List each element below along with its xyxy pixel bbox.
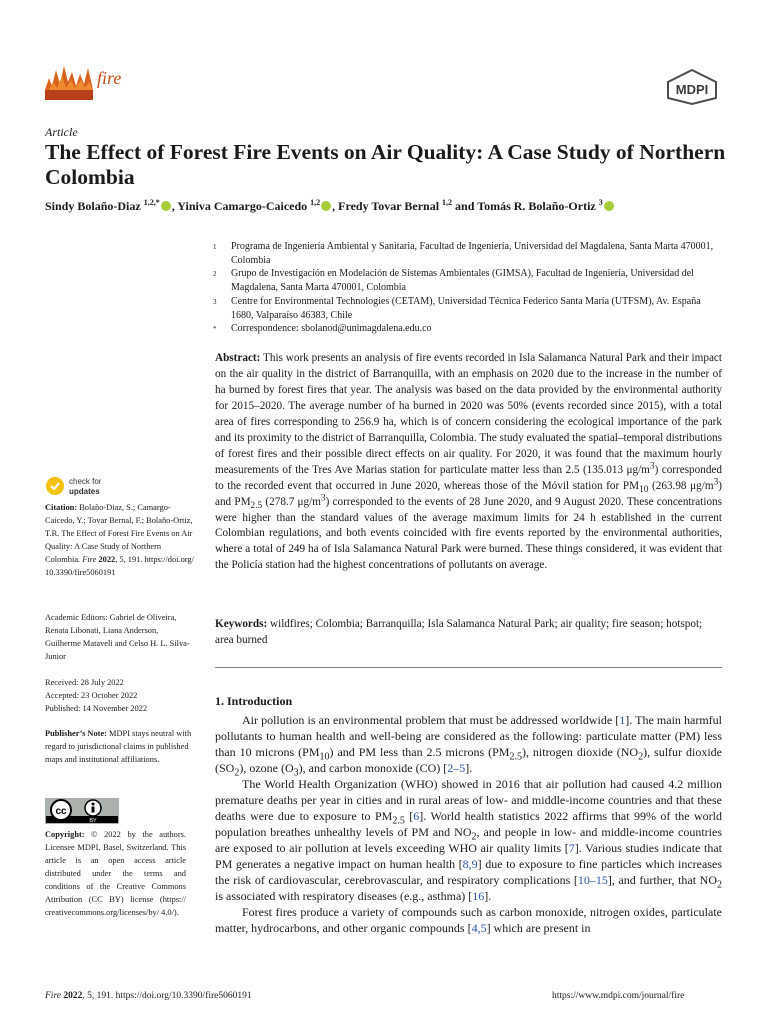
check-for-updates-button[interactable]: [45, 475, 165, 497]
text: , and people in low- and middle-income countries are exposed to air pollution at levels exceeding WHO air quality limits [: [215, 825, 722, 855]
abstract-label: Abstract:: [215, 352, 261, 364]
subscript: 2.5: [509, 751, 522, 763]
abstract-text: ) and PM: [215, 479, 722, 508]
text: ), and carbon monoxide (CO) [: [298, 761, 448, 775]
academic-editors: Academic Editors: Gabriel de Oliveira, Renata Libonati, Liana Anderson, Guilherme Mataveli and Celso H. L. Silva-Junior: [45, 613, 190, 661]
citation-link[interactable]: 2–5: [447, 761, 466, 775]
paragraph: [215, 904, 722, 936]
affiliation-mark: 3: [213, 297, 217, 306]
divider: [215, 667, 722, 668]
abstract-text: (263.98 μg/m: [648, 479, 714, 492]
subscript: 3: [293, 767, 299, 779]
affiliation-mark: *: [213, 325, 217, 334]
affiliation-item: [213, 267, 723, 294]
mdpi-logo-text: MDPI: [675, 82, 709, 97]
subscript: 2.5: [392, 815, 405, 827]
article-title: The Effect of Forest Fire Events on Air Quality: A Case Study of Northern Colombia: [45, 140, 726, 189]
citation-journal: Fire: [82, 555, 97, 564]
orcid-icon[interactable]: [321, 201, 331, 211]
correspondence: [213, 322, 723, 337]
text: ) and PM less than 2.5 microns (PM: [329, 745, 510, 759]
footer-year: 2022: [61, 991, 83, 1001]
cc-by-license-icon[interactable]: [45, 798, 119, 824]
affiliations: [213, 240, 723, 337]
text: ] due to exposure to fine particles which increases the risk of cardiovascular, cerebrovascular, and respiratory complications [: [215, 857, 722, 887]
citation-doi[interactable]: , 5, 191. https://doi.org/ 10.3390/fire5060191: [45, 555, 194, 577]
affiliation-text: Programa de Ingeniería Ambiental y Sanitaria, Facultad de Ingeniería, Universidad del Magdalena, Santa Marta 470001, Colombia: [231, 241, 714, 266]
text: ), sulfur dioxide (SO: [215, 745, 722, 775]
abstract-sup: 3: [713, 476, 719, 487]
text: ), ozone (O: [239, 761, 294, 775]
citation-link[interactable]: 4,5: [471, 921, 487, 935]
abstract-text: ) corresponded to the recorded event that occurred in June 2020, whereas those of the Móvil station for PM: [215, 463, 722, 492]
text: ), nitrogen dioxide (NO: [521, 745, 639, 759]
check-updates-line1: check for: [69, 477, 102, 486]
keywords-label: Keywords:: [215, 618, 268, 630]
abstract-sup: 3: [649, 460, 655, 471]
affiliation-text: Centre for Environmental Technologies (CETAM), Universidad Técnica Federico Santa María (UTFSM), Av. España 1680, Valparaíso 46383, Chile: [231, 295, 701, 321]
citation-link[interactable]: 10–15: [577, 873, 608, 887]
subscript: 10: [319, 751, 330, 763]
abstract-sup: 3: [320, 492, 326, 503]
author-marks: 1,2,*: [143, 198, 160, 207]
citation-year: 2022: [96, 555, 116, 564]
abstract-text: This work presents an analysis of fire events recorded in Isla Salamanca Natural Park and their impact on the air quality in the district of Barranquilla, with an emphasis on 2020 due to the increase in the number of ha burned by forest fires that year. The analysis was based on the data provided by the environmental authority for 2015–2020. The average number of ha burned in 2020 was 50% (events recorded since 2015), with a total area of fires corresponding to 256.9 ha, which is of concern considering the ecological importance of the park and its proximity to the district of Barranquilla, Colombia. The study evaluated the spatial–temporal distributions of forest fires and their possible direct effects on air quality. For 2020, it was found that the maximum hourly measurements of the Tres Ave Marias station for particulate matter less than 2.5 (135.013 μg/m: [215, 352, 722, 476]
text: Air pollution is an environmental problem that must be addressed worldwide [: [242, 713, 620, 727]
author-list: Sindy Bolaño-Diaz $^{1,2,*}$ , Yiniva Camargo-Caicedo $^{1,2}$ , Fredy Tovar Bernal $^{1,2}$ and Tomás R. Bolaño-Ortiz $^3$: [45, 199, 735, 214]
citation-link[interactable]: 8,9: [462, 857, 478, 871]
subscript: 2: [638, 751, 644, 763]
abstract-text: ) corresponded to the events of 28 June 2020, and 9 August 2020. These concentrations were higher than the standard values of the average maximum limits for 24 h established in the current Colombian regulations, and both events coincided with fire events reported by the environmental authorities, where a total of 249 ha of Isla Salamanca Natural Park were burned. These things considered, it was evident that the Policía station had the highest concentrations of pollutants on average.: [215, 495, 722, 572]
publication-dates: [45, 676, 195, 715]
mdpi-logo[interactable]: [664, 68, 720, 106]
author-name[interactable]: Yiniva Camargo-Caicedo: [177, 199, 308, 213]
correspondence-text[interactable]: Correspondence: sbolanod@unimagdalena.edu.co: [231, 323, 432, 335]
keywords-text: wildfires; Colombia; Barranquilla; Isla Salamanca Natural Park; air quality; fire season; hotspot; area burned: [215, 618, 703, 646]
publisher-note-label: Publisher’s Note:: [45, 729, 107, 738]
text: The World Health Organization (WHO) showed in 2016 that air pollution had caused 4.2 million premature deaths per year in cities and in rural areas of low- and middle-income countries and that these deaths were due to exposure to PM: [215, 777, 722, 823]
citation-link[interactable]: 7: [568, 841, 575, 855]
journal-url-link[interactable]: https://www.mdpi.com/journal/fire: [552, 991, 685, 1001]
orcid-icon[interactable]: [161, 201, 171, 211]
fire-journal-logo: [45, 60, 93, 100]
footer-doi[interactable]: , 5, 191. https://doi.org/10.3390/fire5060191: [82, 991, 252, 1001]
citation-block: [45, 501, 195, 579]
text: is associated with respiratory diseases (e.g., asthma) [: [215, 889, 473, 903]
received-date: Received: 28 July 2022: [45, 678, 124, 687]
author-name[interactable]: Fredy Tovar Bernal: [338, 199, 440, 213]
citation-text: Bolaño-Diaz, S.; Camargo-Caicedo, Y.; Tovar Bernal, F.; Bolaño-Ortiz, T.R. The Effect of Forest Fire Events on Air Quality: A Case Study of Northern Colombia.: [45, 503, 193, 564]
check-updates-line2: updates: [69, 487, 100, 496]
subscript: 2: [717, 879, 722, 891]
affiliation-mark: 1: [213, 243, 217, 251]
abstract-text: (278.7 μg/m: [262, 495, 321, 508]
author-name[interactable]: Tomás R. Bolaño-Ortiz: [477, 199, 596, 213]
author-marks: 1,2: [442, 198, 453, 207]
journal-name: fire: [97, 68, 122, 88]
copyright-label: Copyright:: [45, 830, 85, 839]
subscript: 2: [471, 831, 477, 843]
affiliation-mark: 2: [213, 270, 217, 279]
text: ].: [484, 889, 492, 903]
abstract-sub: 10: [639, 484, 649, 495]
introduction-body: [215, 712, 722, 936]
accepted-date: Accepted: 23 October 2022: [45, 691, 138, 700]
text: ] which are present in: [486, 921, 591, 935]
author-marks: 1,2: [310, 198, 321, 207]
footer-citation: [45, 991, 252, 1001]
affiliation-text: Grupo de Investigación en Modelación de Sistemas Ambientales (GIMSA), Facultad de Ingeniería, Universidad del Magdalena, Santa Marta 470001, Colombia: [231, 268, 694, 294]
text: ]. Various studies indicate that PM generates a negative impact on human health [: [215, 841, 722, 871]
orcid-icon[interactable]: [604, 201, 614, 211]
abstract-sub: 2.5: [250, 500, 263, 511]
text: Forest fires produce a variety of compounds such as carbon monoxide, nitrogen oxides, particulate matter, hydrocarbons, and other organic compounds [: [215, 905, 722, 935]
paragraph: [215, 776, 722, 904]
abstract: [215, 351, 722, 574]
cc-by-text: BY: [89, 818, 97, 824]
text: ], and further, that NO: [607, 873, 717, 887]
text: [: [404, 809, 414, 823]
paragraph: [215, 712, 722, 779]
cc-text: cc: [55, 806, 67, 817]
author-name[interactable]: Sindy Bolaño-Diaz: [45, 199, 141, 213]
text: ]. World health statistics 2022 affirms that 99% of the world population breathes unhealthy levels of PM and NO: [215, 809, 722, 839]
published-date: Published: 14 November 2022: [45, 704, 148, 713]
text: ].: [465, 761, 473, 775]
affiliation-item: [213, 240, 723, 267]
citation-label: Citation:: [45, 503, 78, 512]
keywords: [215, 617, 722, 649]
text: ]. The main harmful pollutants to human health and well-being are considered as the following: particulate matter (PM) less than 10 microns (PM: [215, 713, 722, 759]
footer-journal: Fire: [45, 991, 62, 1001]
copyright-notice: [45, 828, 186, 919]
citation-link[interactable]: 6: [413, 809, 420, 823]
affiliation-item: [213, 295, 723, 322]
author-marks: 3: [598, 198, 603, 207]
subscript: 2: [234, 767, 240, 779]
publisher-note-text: MDPI stays neutral with regard to jurisdictional claims in published maps and institutional affiliations.: [45, 729, 192, 764]
section-heading: 1. Introduction: [215, 694, 293, 708]
citation-link[interactable]: 16: [472, 889, 485, 903]
copyright-text: © 2022 by the authors. Licensee MDPI, Basel, Switzerland. This article is an open access article distributed under the terms and conditions of the Creative Commons Attribution (CC BY) license (https:// creativecommons.org/licenses/by/ 4.0/).: [45, 830, 186, 917]
article-type: Article: [45, 125, 78, 139]
publisher-note: [45, 727, 195, 766]
citation-link[interactable]: 1: [619, 713, 626, 727]
